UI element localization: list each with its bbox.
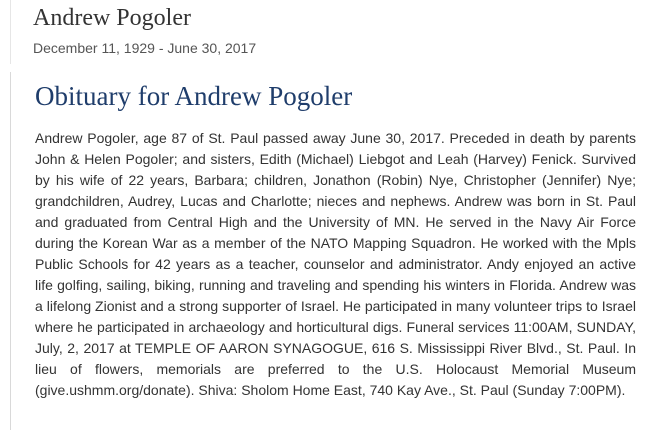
header-divider	[10, 0, 11, 64]
section-divider	[10, 72, 11, 430]
obituary-title: Obituary for Andrew Pogoler	[35, 81, 353, 111]
deceased-name: Andrew Pogoler	[33, 5, 191, 31]
obituary-header	[0, 0, 657, 64]
obituary-section	[0, 72, 657, 430]
life-dates: December 11, 1929 - June 30, 2017	[33, 40, 257, 56]
obituary-text: Andrew Pogoler, age 87 of St. Paul passed away June 30, 2017. Preceded in death by parents John & Helen Pogoler; and sisters, Edith (Michael) Liebgot and Leah (Harvey) Fenick. Survived by his wife of 22 years, Barbara; children, Jonathon (Robin) Nye, Christopher (Jennifer) Nye; grandchildren, Audrey, Lucas and Charlotte; nieces and nephews. Andrew was born in St. Paul and graduated from Central High and the University of MN. He served in the Navy Air Force during the Korean War as a member of the NATO Mapping Squadron. He worked with the Mpls Public Schools for 42 years as a teacher, counselor and administrator. Andy enjoyed an active life golfing, sailing, biking, running and traveling and spending his winters in Florida. Andrew was a lifelong Zionist and a strong supporter of Israel. He participated in many volunteer trips to Israel where he participated in archaeology and horticultural digs. Funeral services 11:00AM, SUNDAY, July, 2, 2017 at TEMPLE OF AARON SYNAGOGUE, 616 S. Mississippi River Blvd., St. Paul. In lieu of flowers, memorials are preferred to the U.S. Holocaust Memorial Museum (give.ushmm.org/donate). Shiva: Sholom Home East, 740 Kay Ave., St. Paul (Sunday 7:00PM).	[35, 130, 636, 398]
